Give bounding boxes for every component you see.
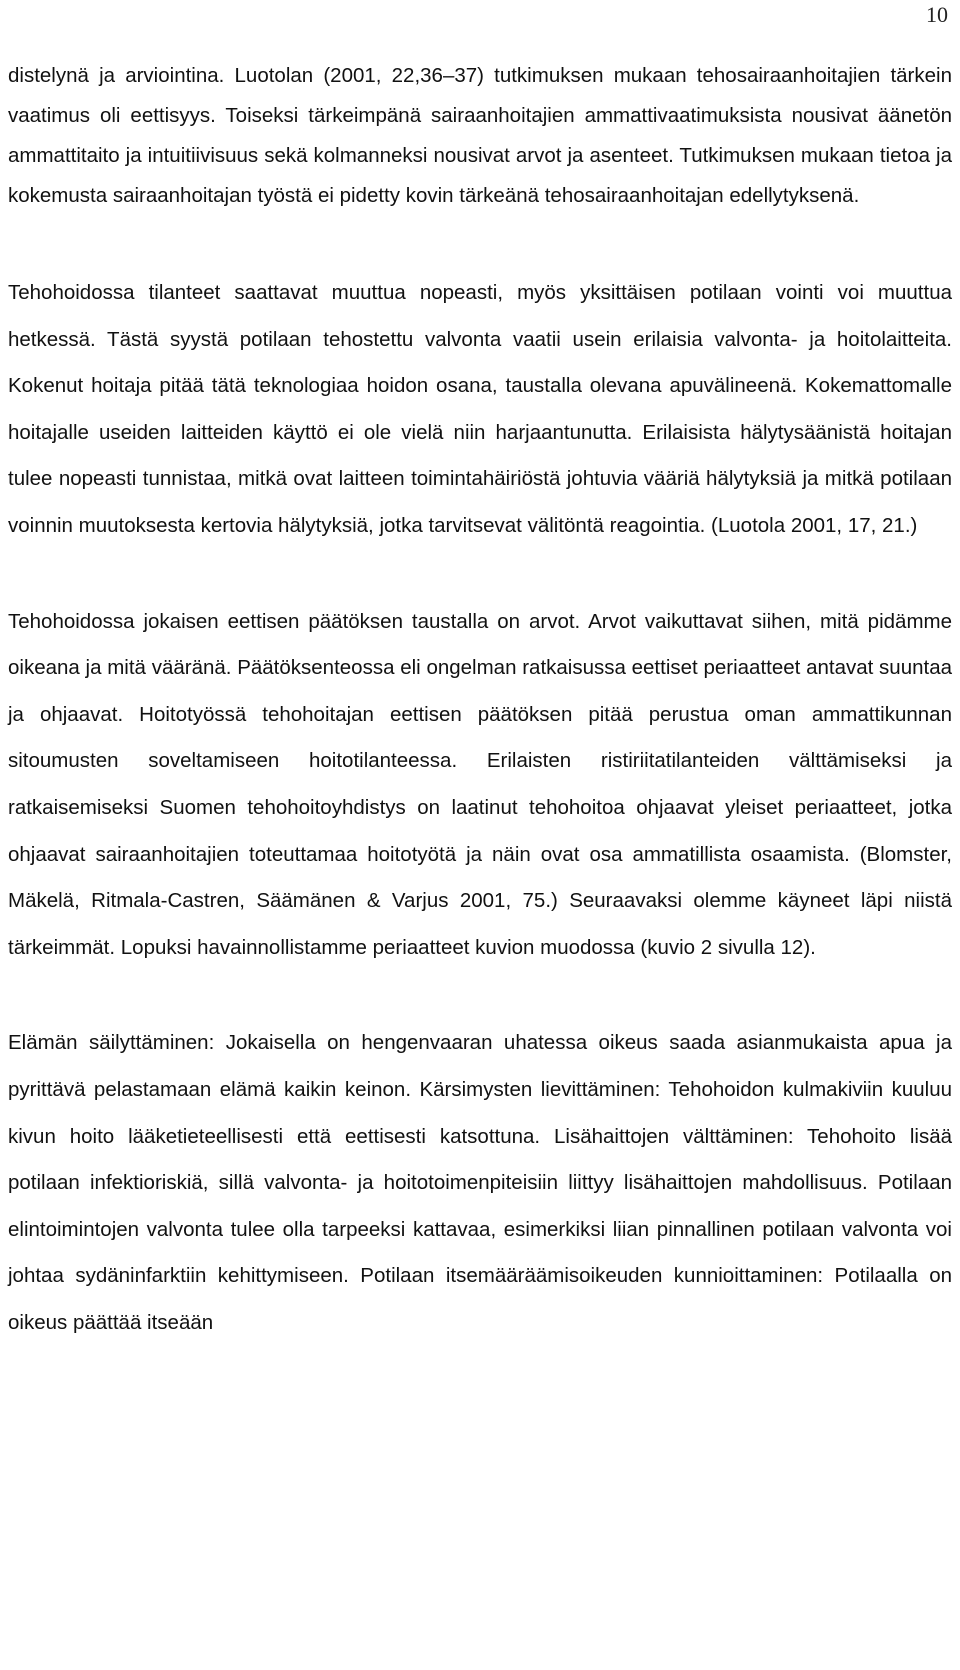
paragraph-2: Tehohoidossa tilanteet saattavat muuttua nopeasti, myös yksittäisen potilaan vointi voi muuttua hetkessä. Tästä syystä potilaan tehostettu valvonta vaatii usein erilaisia valvonta- ja hoitolaitteita. Kokenut hoitaja pitää tätä teknologiaa hoidon osana, taustalla olevana apuvälineenä. Kokemattomalle hoitajalle useiden laitteiden käyttö ei ole vielä niin harjaantunutta. Erilaisista hälytysäänistä hoitajan tulee nopeasti tunnistaa, mitkä ovat laitteen toimintahäiriöstä johtuvia vääriä hälytyksiä ja mitkä potilaan voinnin muutoksesta kertovia hälytyksiä, jotka tarvitsevat välitöntä reagointia. (Luotola 2001, 17, 21.) [8,281,952,537]
document-body [8,56,952,1346]
paragraph-4: Elämän säilyttäminen: Jokaisella on hengenvaaran uhatessa oikeus saada asianmukaista apua ja pyrittävä pelastamaan elämä kaikin keinon. Kärsimysten lievittäminen: Tehohoidon kulmakiviin kuuluu kivun hoito lääketieteellisesti että eettisesti katsottuna. Lisähaittojen välttäminen: Tehohoito lisää potilaan infektioriskiä, sillä valvonta- ja hoitotoimenpiteisiin liittyy lisähaittojen mahdollisuus. Potilaan elintoimintojen valvonta tulee olla tarpeeksi kattavaa, esimerkiksi liian pinnallinen potilaan valvonta voi johtaa sydäninfarktiin kehittymiseen. Potilaan itsemääräämisoikeuden kunnioittaminen: Potilaalla on oikeus päättää itseään [8,1031,952,1334]
paragraph-1: distelynä ja arviointina. Luotolan (2001, 22,36–37) tutkimuksen mukaan tehosairaanhoitajien tärkein vaatimus oli eettisyys. Toiseksi tärkeimpänä sairaanhoitajien ammattivaatimuksista nousivat äänetön ammattitaito ja intuitiivisuus sekä kolmanneksi nousivat arvot ja asenteet. Tutkimuksen mukaan tietoa ja kokemusta sairaanhoitajan työstä ei pidetty kovin tärkeänä tehosairaanhoitajan edellytyksenä. [8,64,952,207]
paragraph-3: Tehohoidossa jokaisen eettisen päätöksen taustalla on arvot. Arvot vaikuttavat siihen, mitä pidämme oikeana ja mitä vääränä. Päätöksenteossa eli ongelman ratkaisussa eettiset periaatteet antavat suuntaa ja ohjaavat. Hoitotyössä tehohoitajan eettisen päätöksen pitää perustua oman ammattikunnan sitoumusten soveltamiseen hoitotilanteessa. Erilaisten ristiriitatilanteiden välttämiseksi ja ratkaisemiseksi Suomen tehohoitoyhdistys on laatinut tehohoitoa ohjaavat yleiset periaatteet, jotka ohjaavat sairaanhoitajien toteuttamaa hoitotyötä ja näin ovat osa ammatillista osaamista. (Blomster, Mäkelä, Ritmala-Castren, Säämänen & Varjus 2001, 75.) Seuraavaksi olemme käyneet läpi niistä tärkeimmät. Lopuksi havainnollistamme periaatteet kuvion muodossa (kuvio 2 sivulla 12). [8,609,952,959]
page-number: 10 [926,2,948,27]
